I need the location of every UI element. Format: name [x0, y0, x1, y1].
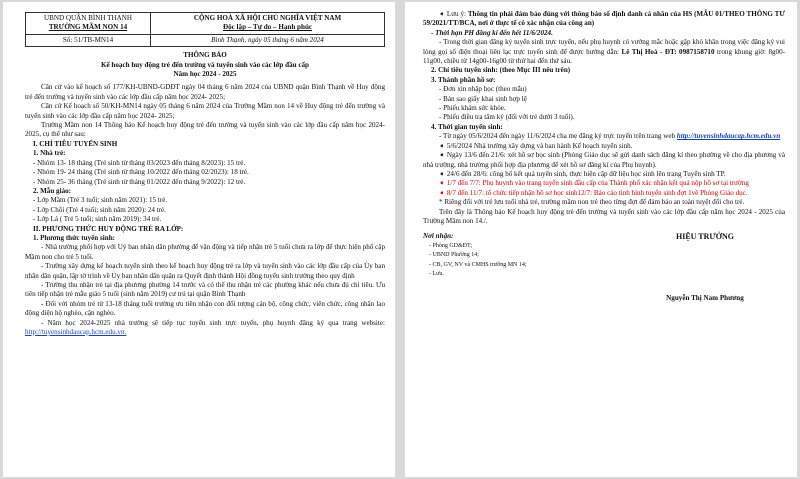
timeline-text: Ngày 13/6 đến 21/6: xét hồ sơ học sinh (Phòng Giáo dục sẽ gửi danh sách đăng kí theo phường về cho địa phương và nhà trường, nhà trường phối hợp địa phương để xét hồ sơ đăng kí của Phụ huynh).: [423, 151, 785, 169]
document-page-left: [3, 2, 395, 477]
timeline-item: [423, 170, 785, 179]
list-item: - Lớp Chồi (Trẻ 4 tuổi; sinh năm 2020): 24 trẻ.: [33, 205, 166, 214]
document-page-right: [405, 2, 797, 477]
org-name: UBND QUẬN BÌNH THẠNH: [44, 14, 132, 22]
paragraph: Căn cứ Kế hoạch số 50/KH-MN14 ngày 05 tháng 6 năm 2024 của Trường Mầm non 14 về Huy động trẻ đến trường và tuyển sinh vào các lớp đầu cấp năm học 2024- 2025;: [25, 102, 385, 120]
paragraph: - Nhà trường phối hợp với Uỷ ban nhân dân phường để vận động và tiếp nhận trẻ 5 tuổi chưa ra lớp để thực hiện phổ cập Mầm non cho trẻ 5 tuổi.: [25, 243, 385, 261]
recipient: - CB, GV, NV và CMHS trường MN 14;: [429, 261, 527, 268]
signature-block: [423, 232, 785, 303]
arrow-icon: ➧: [439, 10, 445, 18]
document-subtitle: Kế hoạch huy động trẻ đến trường và tuyển sinh vào các lớp đầu cấp: [100, 60, 309, 69]
website-link[interactable]: http://tuyensinhdaucap.hcm.edu.vn.: [25, 328, 127, 336]
arrow-icon: ➧: [439, 188, 445, 197]
time-text: - Từ ngày 05/6/2024 đến ngày 11/6/2024 cha mẹ đăng ký trực tuyến trên trang web: [439, 132, 677, 141]
list-item: - Nhóm 13- 18 tháng (Trẻ sinh từ tháng 03/2023 đến tháng 8/2023): 15 trẻ.: [33, 158, 246, 167]
contact-paragraph: [423, 38, 785, 66]
list-item: - Bản sao giấy khai sinh hợp lệ: [439, 94, 527, 103]
recipient: - Phòng GD&ĐT;: [429, 242, 473, 249]
list-item: - Phiếu điều tra tâm ký (đối với trẻ dưới 3 tuổi).: [439, 113, 575, 122]
timeline-text: 5/6/2024 Nhà trường xây dựng và ban hành Kế hoạch tuyển sinh.: [446, 141, 633, 150]
list-item: - Lớp Mầm (Trẻ 3 tuổi; sinh năm 2021): 15 trẻ.: [33, 196, 168, 205]
closing-paragraph: Trên đây là Thông báo Kế hoạch huy động trẻ đến trường và tuyển sinh vào các lớp đầu cấp năm học 2024 - 2025 của Trường Mầm non 14./.: [423, 207, 785, 225]
timeline-text: 8/7 đến 11/7: tổ chức tiếp nhận hồ sơ học sinh12/7: Báo cáo tình hình tuyển sinh đợt 1về Phòng Giáo dục.: [446, 188, 748, 197]
timeline-item: [423, 189, 785, 198]
paragraph: Căn cứ vào kế hoạch số 177/KH-UBND-GDĐT ngày 04 tháng 6 năm 2024 của UBND quận Bình Thạnh về Huy động trẻ đến trường và tuyển sinh vào các lớp đầu cấp năm học 2024- 2025;: [25, 83, 385, 101]
document-number-row: [25, 35, 385, 47]
list-item: - Phiếu khám sức khỏe.: [439, 104, 506, 113]
nation-title: CỘNG HOÀ XÃ HỘI CHỦ NGHĨA VIỆT NAM: [193, 14, 342, 22]
section-heading: II. PHƯƠNG THỨC HUY ĐỘNG TRẺ RA LỚP:: [33, 224, 184, 233]
signer-name: Nguyễn Thị Nam Phương: [666, 293, 744, 302]
note-label: Lưu ý:: [446, 10, 468, 18]
list-item: - Nhóm 25- 36 tháng (Trẻ sinh từ tháng 01/2022 đến tháng 9/2022): 12 trẻ.: [33, 177, 246, 186]
list-item: - Lớp Lá ( Trẻ 5 tuổi; sinh năm 2019): 34 trẻ.: [33, 215, 162, 224]
timeline-item: [423, 151, 785, 170]
arrow-icon: ➧: [439, 179, 445, 188]
website-text: - Năm học 2024-2025 nhà trường sẽ tiếp tục tuyển sinh trực tuyến, phụ huynh đăng ký qua trang website:: [41, 318, 385, 327]
section-heading: I. CHỈ TIÊU TUYỂN SINH: [33, 139, 118, 148]
note-paragraph: [423, 10, 785, 29]
recipient: - Lưu.: [429, 270, 444, 277]
timeline-item: [423, 179, 785, 188]
recipients-label: Nơi nhận:: [423, 232, 454, 241]
document-title: THÔNG BÁO: [183, 51, 227, 60]
recipients: [423, 232, 573, 303]
paragraph: - Đối với nhóm trẻ từ 13-18 tháng tuổi trường ưu tiên nhận con đối tượng cán bộ, công chức, viên chức, công nhân lao động diện hộ nghèo, cận nghèo.: [25, 299, 385, 318]
school-name: TRƯỜNG MẦM NON 14: [48, 23, 128, 32]
timeline-text: 24/6 đến 28/6: công bố kết quả tuyển sinh, thực hiện cập dữ liệu học sinh lên trang Tuyển sinh TP.: [446, 169, 726, 178]
list-item: - Đơn xin nhập học (theo mẫu): [439, 85, 527, 94]
arrow-icon: ➧: [439, 151, 445, 160]
arrow-icon: ➧: [439, 169, 445, 178]
recipient: - UBND Phường 14;: [429, 252, 479, 259]
list-item: - Nhóm 19- 24 tháng (Trẻ sinh từ tháng 10/2022 đến tháng 02/2023): 18 trẻ.: [33, 168, 249, 177]
subsection-heading: 1. Phương thức tuyển sinh:: [33, 233, 116, 242]
contact-text: - Trong thời gian đăng ký tuyển sinh trực tuyến, nếu phụ huynh có vướng mắc hoặc gặp khó khăn trong việc đăng ký vui lòng gọi số điện thoại liên lạc trực tuyến sinh để được hướng dẫn:: [423, 38, 785, 56]
note-text: Thông tin phải đảm bảo đúng với thông báo số định danh cá nhân của HS (MẪU 01/THEO THÔNG TƯ 59/2021/TT/BCA, nơi ở thực tế có xác nhận của công an): [423, 10, 785, 28]
school-year: Năm học 2024 - 2025: [173, 70, 237, 79]
contact-person: Lê Thị Hoà - ĐT: 0987158710: [621, 47, 715, 56]
subsection-heading: 3. Thành phần hồ sơ:: [431, 75, 496, 84]
paragraph: - Trường thu nhận trẻ tại địa phương phường 14 trước và có thể thu nhận trẻ các phường khác nếu chưa đủ chỉ tiêu. Ưu tiên tiếp nhận trẻ mẫu giáo 5 tuổi (sinh năm 2019) cư trú tại quận Bình Thạnh: [25, 280, 385, 299]
subsection-heading: 4. Thời gian tuyển sinh:: [431, 122, 503, 131]
signer-block: [625, 232, 785, 303]
paragraph: - Trường xây dựng kế hoạch tuyển sinh theo kế hoạch huy động trẻ ra lớp và tuyển sinh vào các lớp đầu cấp của Ủy ban nhân dân quận, lập tờ trình về Ủy ban nhân dân quận ra Quyết định thành Hội đồng tuyển sinh trường theo quy định: [25, 262, 385, 280]
timeline-text: 1/7 đến 7/7: Phụ huynh vào trang tuyển sinh đầu cấp của Thành phố xác nhận kết quả nộp hồ sơ tại trường: [446, 179, 749, 188]
contact-hours: trong khung giờ: 8g00-11g00, chiều từ 14g00-16g00 từ thứ hai đến thứ sáu.: [423, 47, 785, 66]
registration-link[interactable]: http://tuyensinhdaucap.hcm.edu.vn: [676, 132, 781, 141]
paragraph-website: [25, 319, 385, 338]
document-date: Bình Thạnh, ngày 05 tháng 6 năm 2024: [211, 35, 324, 44]
time-paragraph: [423, 132, 785, 141]
subsection-heading: 2. Mẫu giáo:: [33, 186, 72, 195]
timeline-item: [423, 142, 785, 151]
nation-motto: Độc lập – Tự do – Hạnh phúc: [222, 23, 313, 32]
deadline-text: - Thời hạn PH đăng kí đến hết 11/6/2024.: [431, 28, 553, 37]
subsection-heading: 1. Nhà trẻ:: [33, 149, 66, 158]
note-text: * Riêng đối với trẻ lưu tuổi nhà trẻ, trường mầm non trẻ theo từng đợt để đảm bảo an toàn tuyệt đối cho trẻ.: [439, 198, 745, 207]
document-header: [25, 12, 385, 35]
arrow-icon: ➧: [439, 141, 445, 150]
subsection-heading: 2. Chỉ tiêu tuyển sinh: (theo Mục III nêu trên): [431, 66, 571, 75]
paragraph: Trường Mầm non 14 Thông báo Kế hoạch huy động trẻ đến trường và tuyển sinh vào các lớp đầu cấp năm học 2024- 2025, cụ thể như sau:: [25, 121, 385, 139]
signer-title: HIỆU TRƯỞNG: [675, 232, 734, 242]
document-number: Số: 51/TB-MN14: [26, 35, 151, 46]
